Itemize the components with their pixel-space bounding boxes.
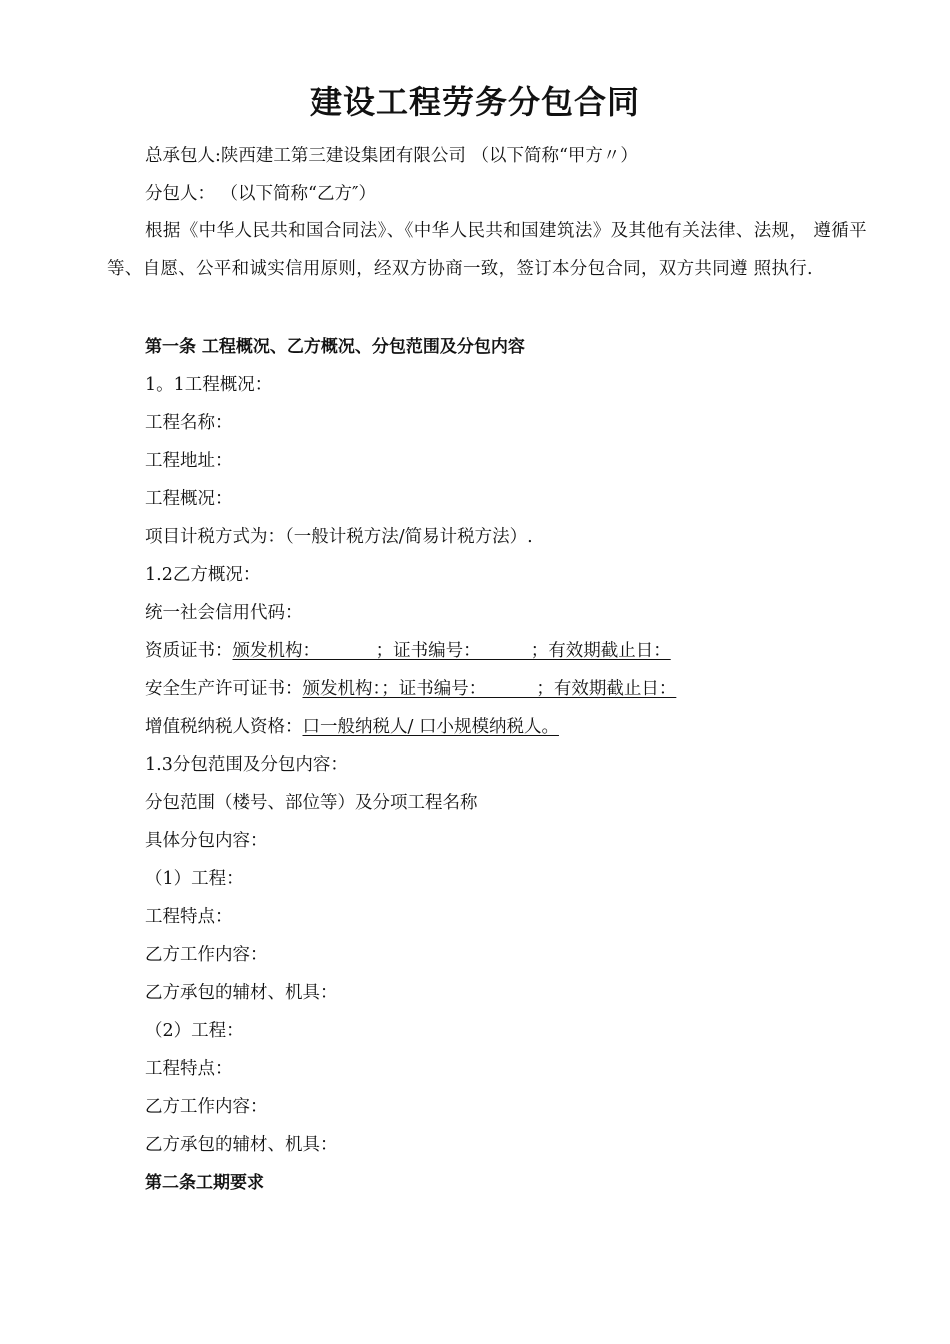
project-name-line: 工程名称： [145,413,233,433]
credit-code-line: 统一社会信用代码： [145,603,303,623]
preamble-paragraph: 根据《中华人民共和国合同法》、《中华人民共和国建筑法》及其他有关法律、法规， 遵循平等、自愿、公平和诚实信用原则，经双方协商一致，签订本分包合同，双方共同遵 照执行. [107,221,867,279]
article-2-heading: 第二条工期要求 [145,1173,264,1193]
party-a-line: 总承包人:陕西建工第三建设集团有限公司 （以下简称“甲方〃） [145,146,638,166]
section-1-2: 1.2乙方概况： [145,565,261,585]
safety-permit-line [145,675,676,703]
item-1-work: 乙方工作内容： [145,945,268,965]
content-line: 具体分包内容： [145,831,268,851]
tax-method-line: 项目计税方式为：（一般计税方法/简易计税方法）. [145,527,533,547]
vat-status-line [145,713,559,741]
scope-line: 分包范围（楼号、部位等）及分项工程名称 [145,793,478,813]
item-1-materials: 乙方承包的辅材、机具： [145,983,338,1003]
item-2-features: 工程特点： [145,1059,233,1079]
safety-permit-fields: 颁发机构：；证书编号： ；有效期截止日： [302,679,677,699]
item-2-work: 乙方工作内容： [145,1097,268,1117]
project-overview-line: 工程概况： [145,489,233,509]
section-1-1: 1。1工程概况： [145,375,273,395]
section-1-3: 1.3分包范围及分包内容： [145,755,348,775]
vat-status-fields: 口一般纳税人/ 口小规模纳税人。 [302,717,559,737]
project-address-line: 工程地址： [145,451,233,471]
qualification-label: 资质证书： [145,641,233,661]
safety-permit-label: 安全生产许可证书： [145,679,303,699]
article-1-heading: 第一条 工程概况、乙方概况、分包范围及分包内容 [145,337,525,357]
item-1-features: 工程特点： [145,907,233,927]
item-1-line: （1）工程： [145,869,244,889]
item-2-line: （2）工程： [145,1021,244,1041]
document-title: 建设工程劳务分包合同 [309,83,640,121]
qualification-line [145,637,671,665]
vat-status-label: 增值税纳税人资格： [145,717,303,737]
party-b-line: 分包人： （以下简称“乙方″） [145,184,377,204]
item-2-materials: 乙方承包的辅材、机具： [145,1135,338,1155]
qualification-fields: 颁发机构： ；证书编号： ；有效期截止日： [232,641,671,661]
